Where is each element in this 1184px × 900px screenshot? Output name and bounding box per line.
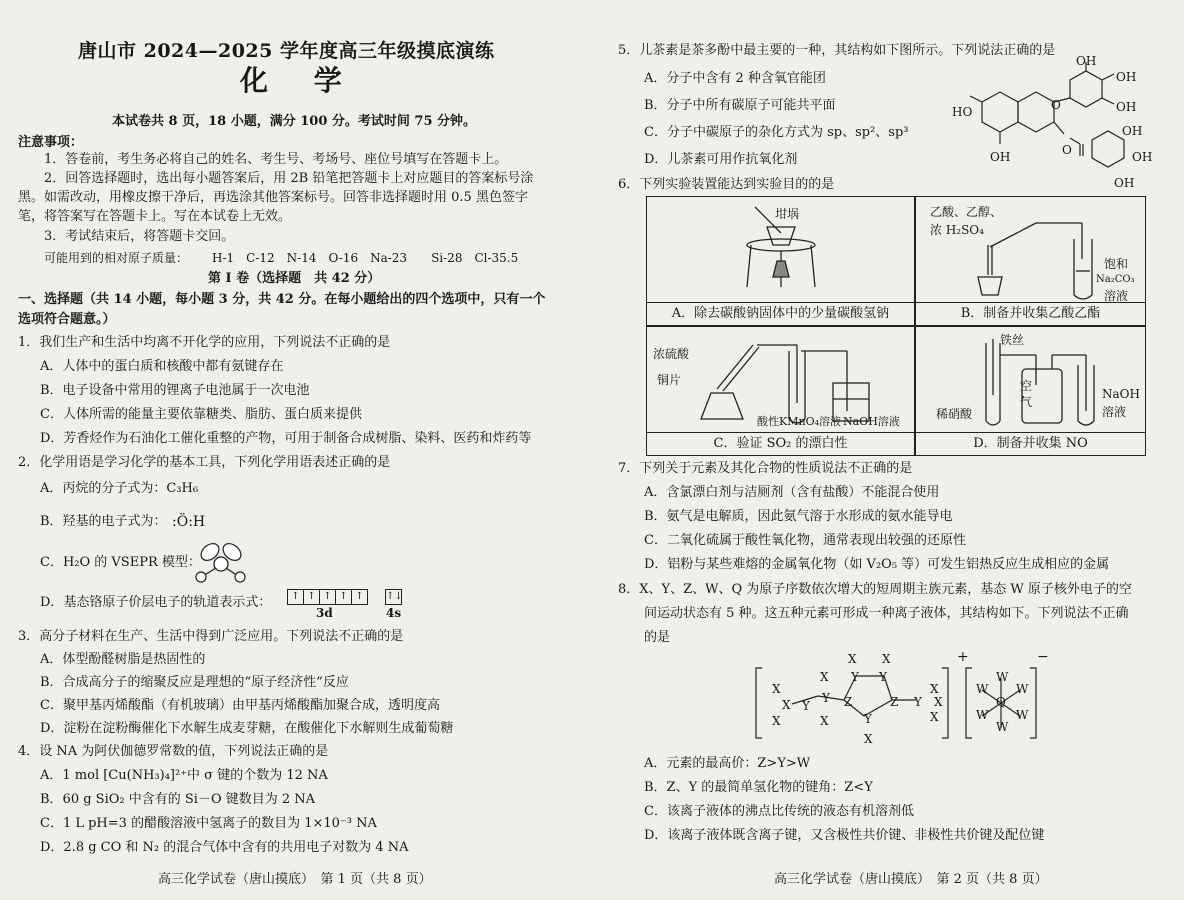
q4-option-d: D．2.8 g CO 和 N₂ 的混合气体中含有的共用电子对数为 4 NA xyxy=(40,840,409,855)
orbital-label-3d: 3d xyxy=(316,606,333,620)
q6-stem: 6．下列实验装置能达到实验目的的是 xyxy=(618,177,835,192)
atom-label: X xyxy=(930,710,939,724)
apparatus-c-label: NaOH溶液 xyxy=(843,415,900,428)
notice-title: 注意事项： xyxy=(18,135,84,150)
q5-option-a: A．分子中含有 2 种含氧官能团 xyxy=(644,71,826,86)
q8-option-b: B．Z、Y 的最简单氢化物的键角：Z<Y xyxy=(644,780,873,795)
apparatus-d xyxy=(915,326,1146,456)
atom-label: Y xyxy=(802,699,810,713)
subject-title: 化 学 xyxy=(240,64,360,97)
q2-option-b: B．羟基的电子式为： xyxy=(40,514,167,529)
q1-option-b: B．电子设备中常用的锂离子电池属于一次电池 xyxy=(40,383,310,398)
oh-label: OH xyxy=(1114,176,1135,190)
atom-label: Y xyxy=(914,695,922,709)
oh-label: HO xyxy=(952,105,973,119)
oh-label: OH xyxy=(1122,124,1143,138)
page-1 xyxy=(0,0,590,900)
orbital-box: ↑ xyxy=(335,589,351,605)
notice-line: 笔，将答案写在答题卡上。写在本试卷上无效。 xyxy=(18,209,292,224)
atom-label: W xyxy=(976,682,989,696)
apparatus-d-label: 气 xyxy=(1020,395,1033,409)
exam-title: 唐山市 2024—2025 学年度高三年级摸底演练 xyxy=(78,40,495,62)
cation-charge: + xyxy=(957,649,969,665)
q4-stem: 4．设 NA 为阿伏伽德罗常数的值，下列说法正确的是 xyxy=(18,744,329,759)
section-intro: 选项符合题意。） xyxy=(18,312,116,327)
page-2 xyxy=(592,0,1184,900)
q8-stem: 间运动状态有 5 种。这五种元素可形成一种离子液体，其结构如下。下列说法不正确 xyxy=(644,606,1129,621)
q1-stem: 1．我们生产和生活中均离不开化学的应用，下列说法不正确的是 xyxy=(18,335,391,350)
orbital-box: ↑ xyxy=(351,589,368,605)
q7-option-d: D．铝粉与某些难熔的金属氧化物（如 V₂O₅ 等）可发生铝热反应生成相应的金属 xyxy=(644,557,1110,572)
atom-label: Y xyxy=(879,670,887,684)
atom-label: Y xyxy=(822,691,830,705)
atomic-mass-values: H-1 C-12 N-14 O-16 Na-23 Si-28 Cl-35.5 xyxy=(212,251,519,265)
apparatus-b-label: 乙酸、乙醇、 xyxy=(930,205,1003,219)
q1-option-d: D．芳香烃作为石油化工催化重整的产物，可用于制备合成树脂、染料、医药和炸药等 xyxy=(40,431,532,446)
q5-option-d: D．儿茶素可用作抗氧化剂 xyxy=(644,152,798,167)
orbital-box: ↑↓ xyxy=(385,589,402,605)
hydroxyl-electron-formula: :Ö:H xyxy=(172,514,206,530)
section-title: 第 Ⅰ 卷（选择题 共 42 分） xyxy=(208,271,381,286)
apparatus-c-caption: C．验证 SO₂ 的漂白性 xyxy=(647,432,914,455)
apparatus-d-label: 铁丝 xyxy=(1000,333,1025,347)
orbital-label-4s: 4s xyxy=(386,606,402,620)
no-collection-figure xyxy=(956,335,1126,431)
q2-option-a: A．丙烷的分子式为：C₃H₆ xyxy=(40,481,199,496)
q4-option-b: B．60 g SiO₂ 中含有的 Si－O 键数目为 2 NA xyxy=(40,792,316,807)
atom-label: X xyxy=(930,682,939,696)
atom-label: X xyxy=(772,714,781,728)
anion-charge: − xyxy=(1037,649,1049,665)
notice-line: 黑。如需改动，用橡皮擦干净后，再选涂其他答案标号。回答非选择题时用 0.5 黑色签字 xyxy=(18,190,528,205)
apparatus-c-label: 酸性KMnO₄溶液 xyxy=(757,415,841,428)
apparatus-d-label: NaOH xyxy=(1102,387,1140,401)
orbital-box: ↑ xyxy=(303,589,319,605)
q8-stem: 的是 xyxy=(644,630,671,645)
oh-label: OH xyxy=(1076,54,1097,68)
orbital-box: ↑ xyxy=(287,589,303,605)
atom-label: X xyxy=(782,698,791,712)
q2-option-c: C．H₂O 的 VSEPR 模型： xyxy=(40,555,201,570)
ester-o-label: O xyxy=(1062,143,1072,157)
apparatus-d-label: 溶液 xyxy=(1102,405,1127,419)
q8-option-c: C．该离子液体的沸点比传统的液态有机溶剂低 xyxy=(644,804,914,819)
atom-label: Z xyxy=(890,695,899,709)
apparatus-d-label: 稀硝酸 xyxy=(936,407,973,421)
oh-label: OH xyxy=(1116,70,1137,84)
q3-option-d: D．淀粉在淀粉酶催化下水解生成麦芽糖，在酸催化下水解则生成葡萄糖 xyxy=(40,721,454,736)
q5-stem: 5．儿茶素是茶多酚中最主要的一种，其结构如下图所示。下列说法正确的是 xyxy=(618,43,1056,58)
orbital-box: ↑ xyxy=(319,589,335,605)
atom-label: W xyxy=(996,670,1009,684)
apparatus-b xyxy=(915,196,1146,326)
atom-label: X xyxy=(772,682,781,696)
atomic-mass-label: 可能用到的相对原子质量： xyxy=(44,251,189,265)
exam-info: 本试卷共 8 页，18 小题，满分 100 分。考试时间 75 分钟。 xyxy=(112,114,477,129)
ring-o-label: O xyxy=(1051,98,1061,112)
atom-label: X xyxy=(864,732,873,746)
atom-label: W xyxy=(976,708,989,722)
q3-option-c: C．聚甲基丙烯酸酯（有机玻璃）由甲基丙烯酸酯加聚合成，透明度高 xyxy=(40,698,440,713)
apparatus-d-caption: D．制备并收集 NO xyxy=(916,432,1145,455)
q1-option-a: A．人体中的蛋白质和核酸中都有氨键存在 xyxy=(40,359,284,374)
atom-label: Q xyxy=(996,695,1006,709)
page-footer: 高三化学试卷（唐山摸底） 第 2 页（共 8 页） xyxy=(774,872,1048,887)
atom-label: Z xyxy=(844,695,853,709)
atom-label: W xyxy=(1016,708,1029,722)
q2-stem: 2．化学用语是学习化学的基本工具，下列化学用语表述正确的是 xyxy=(18,455,391,470)
oh-label: OH xyxy=(990,150,1011,164)
q3-option-a: A．体型酚醛树脂是热固性的 xyxy=(40,652,206,667)
oh-label: OH xyxy=(1132,150,1153,164)
atom-label: Y xyxy=(864,712,872,726)
q5-option-b: B．分子中所有碳原子可能共平面 xyxy=(644,98,836,113)
apparatus-a-caption: A．除去碳酸钠固体中的少量碳酸氢钠 xyxy=(647,302,914,325)
apparatus-a xyxy=(646,196,915,326)
notice-line: 3．考试结束后，将答题卡交回。 xyxy=(44,229,235,244)
apparatus-c-label: 浓硫酸 xyxy=(653,347,690,361)
section-intro: 一、选择题（共 14 小题，每小题 3 分，共 42 分。在每小题给出的四个选项中，只有一个 xyxy=(18,292,546,307)
q3-option-b: B．合成高分子的缩聚反应是理想的“原子经济性”反应 xyxy=(40,675,349,690)
q1-option-c: C．人体所需的能量主要依靠糖类、脂肪、蛋白质来提供 xyxy=(40,407,362,422)
q7-option-a: A．含氯漂白剂与洁厕剂（含有盐酸）不能混合使用 xyxy=(644,485,940,500)
atom-label: X xyxy=(882,652,891,666)
q8-option-d: D．该离子液体既含离子键，又含极性共价键、非极性共价键及配位键 xyxy=(644,828,1045,843)
apparatus-b-label: Na₂CO₃ xyxy=(1096,274,1135,285)
apparatus-c-label: 铜片 xyxy=(657,373,682,387)
atom-label: W xyxy=(1016,682,1029,696)
q3-stem: 3．高分子材料在生产、生活中得到广泛应用。下列说法不正确的是 xyxy=(18,629,404,644)
q2-option-d: D．基态铬原子价层电子的轨道表示式： xyxy=(40,595,272,610)
q5-option-c: C．分子中碳原子的杂化方式为 sp、sp²、sp³ xyxy=(644,125,909,140)
q7-option-b: B．氨气是电解质，因此氨气溶于水形成的氨水能导电 xyxy=(644,509,953,524)
atom-label: Y xyxy=(851,670,859,684)
oh-label: OH xyxy=(1116,100,1137,114)
apparatus-c xyxy=(646,326,915,456)
notice-line: 1．答卷前，考生务必将自己的姓名、考生号、考场号、座位号填写在答题卡上。 xyxy=(44,152,508,167)
apparatus-b-label: 浓 H₂SO₄ xyxy=(930,223,984,237)
atom-label: X xyxy=(848,652,857,666)
vsepr-model-figure xyxy=(190,538,250,584)
q8-stem: 8．X、Y、Z、W、Q 为原子序数依次增大的短周期主族元素，基态 W 原子核外电子的空 xyxy=(618,582,1132,597)
atom-label: X xyxy=(820,714,829,728)
q4-option-c: C．1 L pH=3 的醋酸溶液中氢离子的数目为 1×10⁻³ NA xyxy=(40,816,377,831)
atom-label: X xyxy=(820,670,829,684)
q8-option-a: A．元素的最高价：Z>Y>W xyxy=(644,756,811,771)
apparatus-b-label: 饱和 xyxy=(1104,257,1129,271)
apparatus-d-label: 空 xyxy=(1020,379,1033,393)
atom-label: W xyxy=(996,720,1009,734)
atom-label: X xyxy=(934,695,943,709)
apparatus-b-caption: B．制备并收集乙酸乙酯 xyxy=(916,302,1145,325)
q4-option-a: A．1 mol [Cu(NH₃)₄]²⁺中 σ 键的个数为 12 NA xyxy=(40,768,328,783)
page-footer: 高三化学试卷（唐山摸底） 第 1 页（共 8 页） xyxy=(158,872,432,887)
notice-line: 2．回答选择题时，选出每小题答案后，用 2B 铅笔把答题卡上对应题目的答案标号涂 xyxy=(44,171,534,186)
apparatus-b-label: 溶液 xyxy=(1104,289,1129,303)
q7-option-c: C．二氧化硫属于酸性氧化物，通常表现出较强的还原性 xyxy=(644,533,966,548)
q7-stem: 7．下列关于元素及其化合物的性质说法不正确的是 xyxy=(618,461,913,476)
apparatus-a-label: 坩埚 xyxy=(775,207,800,221)
